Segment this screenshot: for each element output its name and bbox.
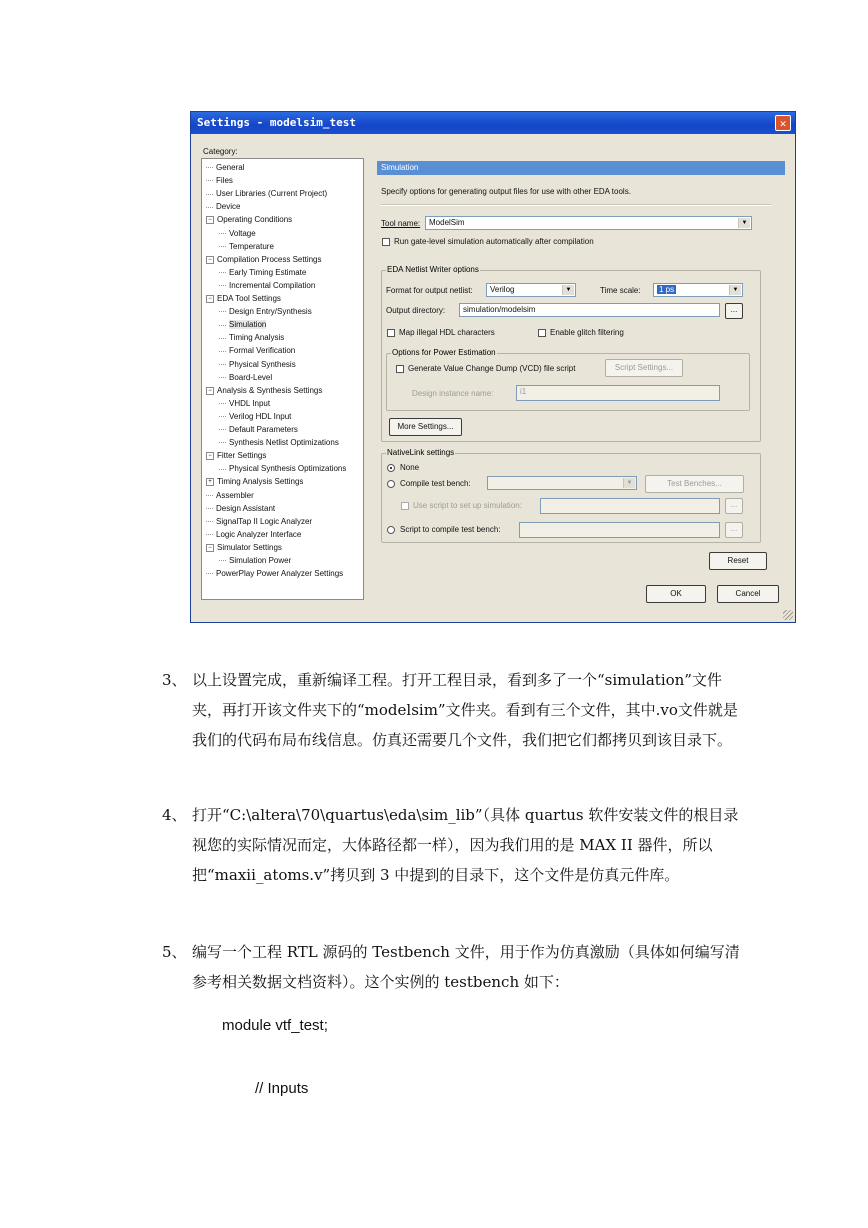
tree-item[interactable] <box>206 504 275 513</box>
design-instance-label: Design instance name: <box>412 389 494 398</box>
run-gate-level-checkbox[interactable] <box>382 238 390 246</box>
collapse-icon[interactable]: − <box>206 452 214 460</box>
tree-item[interactable] <box>206 294 281 303</box>
list-item-text: 打开“C:\altera\70\quartus\eda\sim_lib”（具体 quartus 软件安装文件的根目录视您的实际情况而定，大体路径都一样），因为我们用的是 MAX II 器件，所以把“maxii_atoms.v”拷贝到 3 中提到的目录下，这个文件是仿真元件库。 <box>192 806 739 884</box>
tool-name-label: Tool name: <box>381 219 421 228</box>
divider <box>381 204 771 206</box>
tree-connector <box>206 521 213 522</box>
tree-item-label: Analysis & Synthesis Settings <box>217 385 323 395</box>
tree-item-label: Fitter Settings <box>217 451 267 461</box>
compile-tb-radio[interactable] <box>387 480 395 488</box>
tree-connector <box>219 325 226 326</box>
format-select[interactable] <box>486 283 576 297</box>
map-illegal-label: Map illegal HDL characters <box>399 328 495 337</box>
settings-dialog <box>190 111 796 623</box>
collapse-icon[interactable]: − <box>206 295 214 303</box>
script-settings-button[interactable]: Script Settings... <box>605 359 683 377</box>
tree-item[interactable] <box>206 477 303 486</box>
tree-item[interactable] <box>206 451 266 460</box>
tree-connector <box>219 364 226 365</box>
code-line: module vtf_test; <box>222 1017 328 1034</box>
tree-item-label: Design Entry/Synthesis <box>229 307 312 317</box>
tree-connector <box>219 403 226 404</box>
tree-item-label: Files <box>216 176 233 186</box>
use-script-checkbox[interactable] <box>401 502 409 510</box>
script-compile-radio[interactable] <box>387 526 395 534</box>
tree-connector <box>219 338 226 339</box>
tree-item-label: Formal Verification <box>229 346 296 356</box>
tree-item[interactable] <box>219 268 306 277</box>
compile-tb-label: Compile test bench: <box>400 479 471 488</box>
tree-item[interactable] <box>206 386 322 395</box>
tree-connector <box>219 233 226 234</box>
cancel-button[interactable]: Cancel <box>717 585 779 603</box>
resize-grip-icon[interactable] <box>783 610 793 620</box>
simulation-panel <box>377 159 785 577</box>
tree-item-label: Design Assistant <box>216 503 276 513</box>
list-item-number: 5、 <box>162 943 187 961</box>
map-illegal-checkbox[interactable] <box>387 329 395 337</box>
script-compile-label: Script to compile test bench: <box>400 525 501 534</box>
tree-item-label: Device <box>216 202 241 212</box>
tree-item-label: VHDL Input <box>229 398 271 408</box>
netlist-writer-title: EDA Netlist Writer options <box>387 265 479 274</box>
tree-item-label: Physical Synthesis Optimizations <box>229 464 347 474</box>
tree-item[interactable] <box>219 229 256 238</box>
tree-item[interactable] <box>219 438 339 447</box>
tree-item-label: PowerPlay Power Analyzer Settings <box>216 569 344 579</box>
glitch-label: Enable glitch filtering <box>550 328 624 337</box>
tree-item-label: Logic Analyzer Interface <box>216 529 302 539</box>
power-estimation-group <box>386 348 750 411</box>
category-label: Category: <box>203 147 238 156</box>
tree-item[interactable] <box>206 491 254 500</box>
tree-item-label: SignalTap II Logic Analyzer <box>216 516 313 526</box>
time-scale-value: 1 ps <box>659 285 675 294</box>
list-item-number: 3、 <box>162 671 187 689</box>
tree-item[interactable] <box>219 399 270 408</box>
tree-item[interactable] <box>206 176 233 185</box>
tool-name-select[interactable] <box>425 216 752 230</box>
tree-connector <box>219 351 226 352</box>
tree-item[interactable] <box>219 320 266 329</box>
tree-item[interactable] <box>206 543 282 552</box>
design-instance-input[interactable]: i1 <box>516 385 720 401</box>
tree-item[interactable] <box>206 215 292 224</box>
compile-tb-select[interactable] <box>487 476 637 490</box>
tool-name-value: ModelSim <box>429 218 465 227</box>
tree-connector <box>219 442 226 443</box>
nativelink-group <box>381 448 761 543</box>
tree-item[interactable] <box>219 425 298 434</box>
list-item-text: 以上设置完成，重新编译工程。打开工程目录，看到多了一个“simulation”文件夹，再打开该文件夹下的“modelsim”文件夹。看到有三个文件，其中.vo文件就是我们的代码布局布线信息。仿真还需要几个文件，我们把它们都拷贝到该目录下。 <box>192 671 738 749</box>
tree-item-label: Synthesis Netlist Optimizations <box>229 438 339 448</box>
list-item <box>162 800 742 890</box>
output-dir-label: Output directory: <box>386 306 446 315</box>
use-script-label: Use script to set up simulation: <box>413 501 522 510</box>
vcd-label: Generate Value Change Dump (VCD) file script <box>408 364 576 373</box>
nativelink-title: NativeLink settings <box>387 448 455 457</box>
tree-connector <box>219 469 226 470</box>
tree-item[interactable] <box>219 464 346 473</box>
chevron-down-icon: ▼ <box>623 478 635 488</box>
power-estimation-title: Options for Power Estimation <box>392 348 496 357</box>
output-dir-input[interactable]: simulation/modelsim <box>459 303 720 317</box>
chevron-down-icon: ▼ <box>729 285 741 295</box>
vcd-checkbox[interactable] <box>396 365 404 373</box>
tree-connector <box>206 573 213 574</box>
tree-item[interactable] <box>219 333 284 342</box>
chevron-down-icon: ▼ <box>562 285 574 295</box>
list-item-text: 编写一个工程 RTL 源码的 Testbench 文件，用于作为仿真激励（具体如何编写清参考相关数据文档资料）。这个实例的 testbench 如下： <box>192 943 740 991</box>
close-icon[interactable]: ✕ <box>775 115 791 131</box>
tree-item[interactable] <box>206 530 301 539</box>
tree-item-label: Compilation Process Settings <box>217 254 322 264</box>
tree-item[interactable] <box>219 346 295 355</box>
tree-item-label: EDA Tool Settings <box>217 294 281 303</box>
format-value: Verilog <box>490 285 515 294</box>
tree-item-label: Verilog HDL Input <box>229 411 292 421</box>
tree-connector <box>219 377 226 378</box>
time-scale-select[interactable] <box>653 283 743 297</box>
tree-item[interactable] <box>219 281 315 290</box>
list-item <box>162 665 742 755</box>
script-compile-input[interactable] <box>519 522 720 538</box>
tree-item-label: Simulation <box>229 320 267 330</box>
use-script-input[interactable] <box>540 498 720 514</box>
ok-button[interactable]: OK <box>646 585 706 603</box>
tree-item-label: Timing Analysis Settings <box>217 477 304 487</box>
output-dir-browse-button[interactable]: ... <box>725 303 743 319</box>
code-line: // Inputs <box>255 1080 309 1097</box>
tree-item[interactable] <box>219 556 291 565</box>
reset-button[interactable]: Reset <box>709 552 767 570</box>
run-gate-level-label: Run gate-level simulation automatically after compilation <box>394 237 594 246</box>
tree-item-label: Early Timing Estimate <box>229 267 307 277</box>
tree-item-label: Simulator Settings <box>217 542 282 552</box>
tree-item-label: Default Parameters <box>229 425 298 434</box>
tree-connector <box>219 311 226 312</box>
tree-connector <box>219 416 226 417</box>
category-tree[interactable] <box>201 158 364 600</box>
tree-connector <box>206 180 213 181</box>
tree-connector <box>219 560 226 561</box>
tree-item-label: Operating Conditions <box>217 215 293 225</box>
tree-connector <box>206 194 213 195</box>
test-benches-button[interactable]: Test Benches... <box>645 475 744 493</box>
list-item-number: 4、 <box>162 806 187 824</box>
tree-item-label: Physical Synthesis <box>229 359 296 369</box>
collapse-icon[interactable]: − <box>206 216 214 224</box>
collapse-icon[interactable]: − <box>206 544 214 552</box>
expand-icon[interactable]: + <box>206 478 214 486</box>
none-label: None <box>400 463 420 472</box>
use-script-browse-button[interactable]: ... <box>725 498 743 514</box>
panel-description: Specify options for generating output files for use with other EDA tools. <box>381 187 631 196</box>
tree-item[interactable] <box>206 202 240 211</box>
list-item <box>162 937 742 997</box>
tree-connector <box>206 508 213 509</box>
format-label: Format for output netlist: <box>386 286 473 295</box>
tree-item-label: Simulation Power <box>229 556 292 565</box>
tree-connector <box>219 272 226 273</box>
tree-item[interactable] <box>219 307 312 316</box>
collapse-icon[interactable]: − <box>206 387 214 395</box>
dialog-title: Settings - modelsim_test <box>197 116 356 129</box>
tree-item[interactable] <box>206 569 343 578</box>
tree-item-label: Assembler <box>216 490 254 500</box>
tree-item[interactable] <box>206 189 327 198</box>
tree-connector <box>206 534 213 535</box>
tree-item[interactable] <box>206 517 312 526</box>
chevron-down-icon: ▼ <box>738 218 750 228</box>
tree-item[interactable] <box>206 255 322 264</box>
tree-connector <box>219 285 226 286</box>
tree-connector <box>206 495 213 496</box>
collapse-icon[interactable]: − <box>206 256 214 264</box>
tree-connector <box>206 167 213 168</box>
tree-item-label: General <box>216 163 245 172</box>
time-scale-label: Time scale: <box>600 286 641 295</box>
glitch-checkbox[interactable] <box>538 329 546 337</box>
tree-item-label: Incremental Compilation <box>229 280 316 290</box>
tree-item-label: Voltage <box>229 228 256 238</box>
tree-item-label: Timing Analysis <box>229 333 285 343</box>
tree-item-label: User Libraries (Current Project) <box>216 189 328 199</box>
netlist-writer-group <box>381 265 761 442</box>
tree-item[interactable] <box>219 360 296 369</box>
tree-item[interactable] <box>219 373 272 382</box>
tree-item-label: Temperature <box>229 241 274 251</box>
dialog-titlebar[interactable] <box>191 112 795 134</box>
tree-connector <box>219 429 226 430</box>
tree-item[interactable] <box>206 163 244 172</box>
more-settings-button[interactable]: More Settings... <box>389 418 462 436</box>
panel-header: Simulation <box>377 161 785 175</box>
script-compile-browse-button[interactable]: ... <box>725 522 743 538</box>
tree-item[interactable] <box>219 242 274 251</box>
tree-connector <box>206 207 213 208</box>
none-radio[interactable] <box>387 464 395 472</box>
tree-connector <box>219 246 226 247</box>
tree-item-label: Board-Level <box>229 372 273 382</box>
tree-item[interactable] <box>219 412 291 421</box>
